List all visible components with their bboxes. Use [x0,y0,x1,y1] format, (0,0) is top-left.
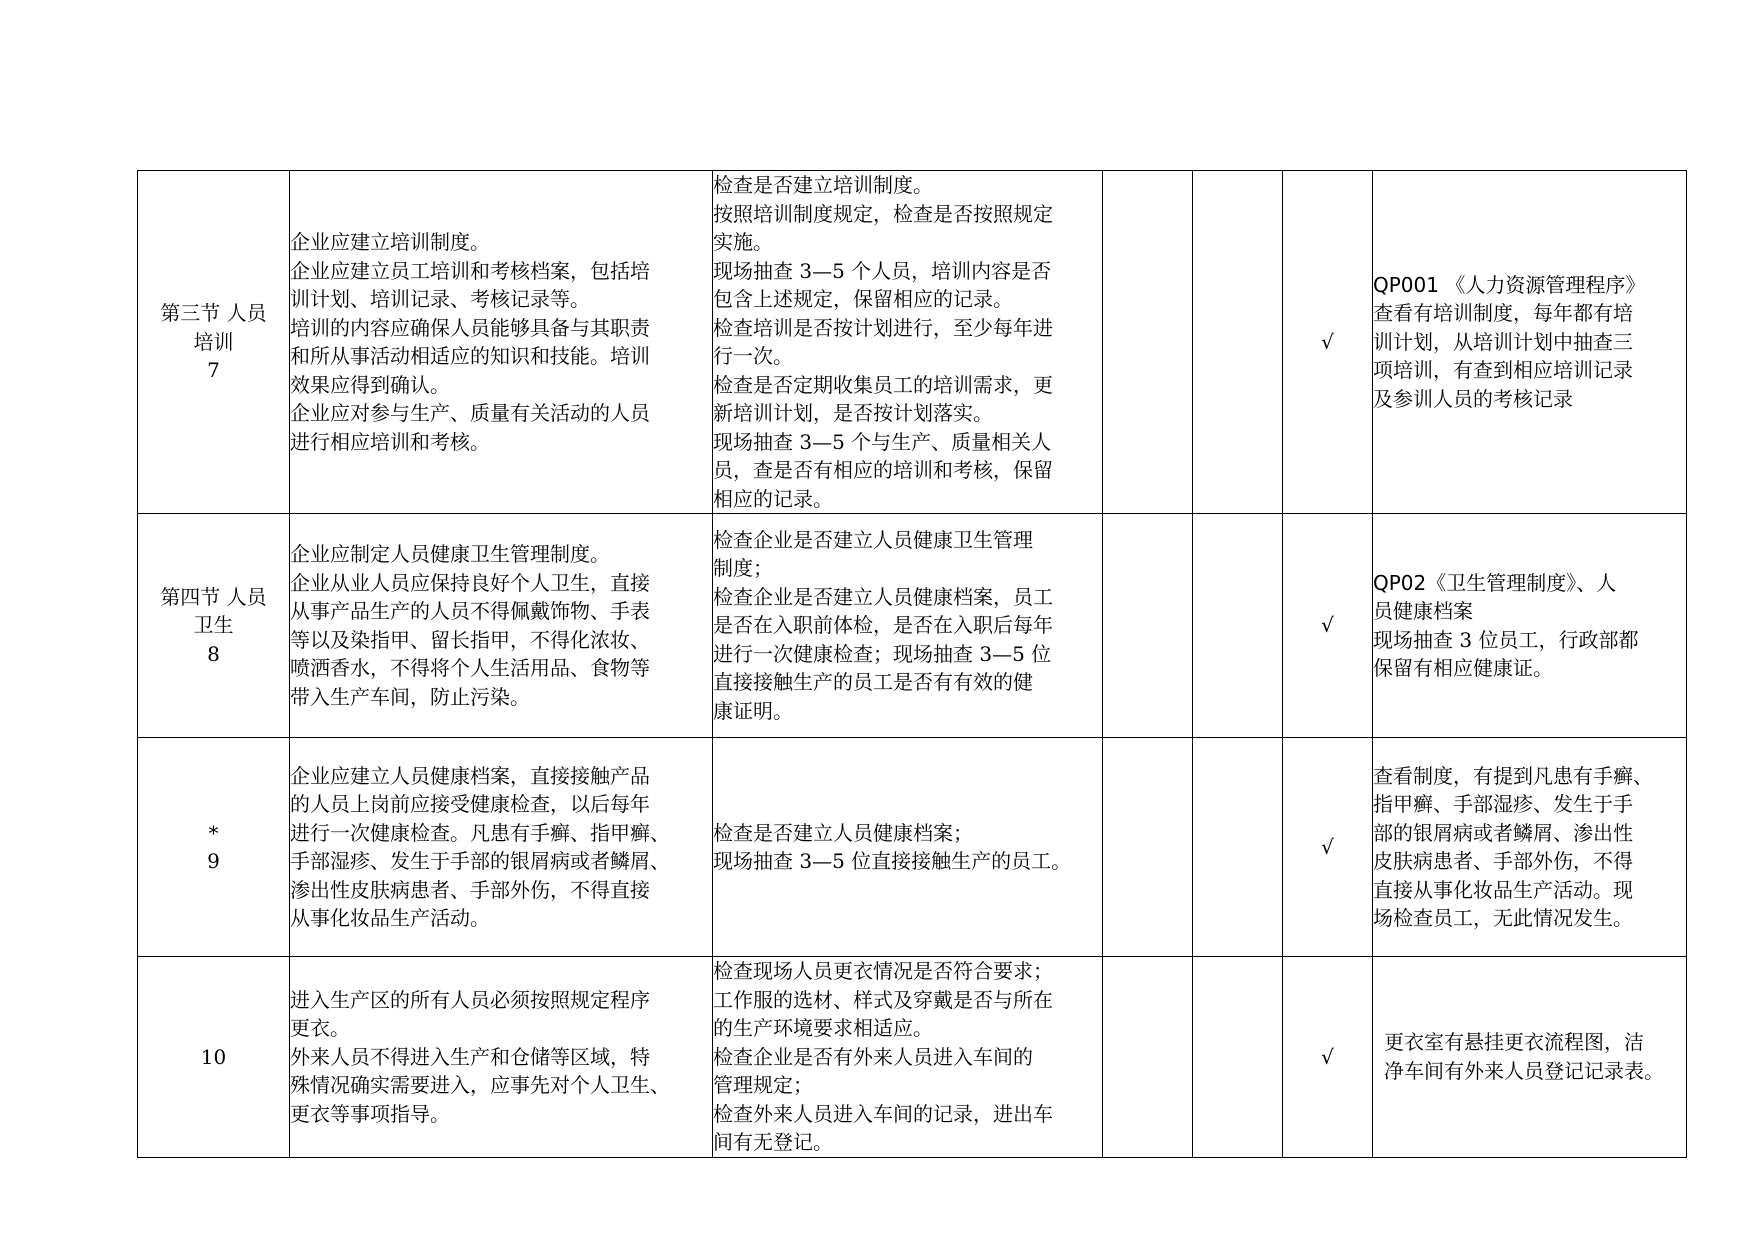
inspection-table [137,170,1687,1158]
empty-cell [1103,738,1193,957]
document-code: QP02 [1373,570,1427,595]
table-row [138,957,1687,1158]
check-mark: √ [1283,738,1373,957]
record-cell: QP02《卫生管理制度》、人 员健康档案 现场抽查 3 位员工，行政部都 保留有相应健康证。 [1373,514,1687,738]
table-row [138,514,1687,738]
section-cell: * 9 [138,738,290,957]
document-code: QP001 [1373,272,1439,297]
section-cell: 10 [138,957,290,1158]
empty-cell [1193,738,1283,957]
record-cell: 查看制度，有提到凡患有手癣、 指甲癣、手部湿疹、发生于手 部的银屑病或者鳞屑、渗出性 皮肤病患者、手部外伤，不得 直接从事化妆品生产活动。现 场检查员工，无此情况发生。 [1373,738,1687,957]
check-mark: √ [1283,514,1373,738]
check-method-cell: 检查企业是否建立人员健康卫生管理 制度； 检查企业是否建立人员健康档案，员工 是否在入职前体检，是否在入职后每年 进行一次健康检查；现场抽查 3—5 位 直接接触生产的员工是否有有效的健 康证明。 [713,514,1103,738]
section-cell: 第三节 人员 培训 7 [138,171,290,514]
empty-cell [1193,514,1283,738]
check-mark: √ [1283,957,1373,1158]
requirement-cell: 进入生产区的所有人员必须按照规定程序 更衣。 外来人员不得进入生产和仓储等区域，特 殊情况确实需要进入，应事先对个人卫生、 更衣等事项指导。 [290,957,713,1158]
requirement-cell: 企业应建立培训制度。 企业应建立员工培训和考核档案，包括培 训计划、培训记录、考核记录等。 培训的内容应确保人员能够具备与其职责 和所从事活动相适应的知识和技能。培训 效果应得到确认。 企业应对参与生产、质量有关活动的人员 进行相应培训和考核。 [290,171,713,514]
section-cell: 第四节 人员 卫生 8 [138,514,290,738]
check-method-cell: 检查是否建立人员健康档案； 现场抽查 3—5 位直接接触生产的员工。 [713,738,1103,957]
requirement-cell: 企业应建立人员健康档案，直接接触产品 的人员上岗前应接受健康检查，以后每年 进行一次健康检查。凡患有手癣、指甲癣、 手部湿疹、发生于手部的银屑病或者鳞屑、 渗出性皮肤病患者、手部外伤，不得直接 从事化妆品生产活动。 [290,738,713,957]
check-method-cell: 检查现场人员更衣情况是否符合要求； 工作服的选材、样式及穿戴是否与所在 的生产环境要求相适应。 检查企业是否有外来人员进入车间的 管理规定； 检查外来人员进入车间的记录，进出车 间有无登记。 [713,957,1103,1158]
empty-cell [1193,171,1283,514]
check-method-cell: 检查是否建立培训制度。 按照培训制度规定，检查是否按照规定 实施。 现场抽查 3—5 个人员，培训内容是否 包含上述规定，保留相应的记录。 检查培训是否按计划进行，至少每年进 行一次。 检查是否定期收集员工的培训需求，更 新培训计划，是否按计划落实。 现场抽查 3—5 个与生产、质量相关人 员，查是否有相应的培训和考核，保留 相应的记录。 [713,171,1103,514]
empty-cell [1103,957,1193,1158]
table-row [138,171,1687,514]
empty-cell [1103,171,1193,514]
requirement-cell: 企业应制定人员健康卫生管理制度。 企业从业人员应保持良好个人卫生，直接 从事产品生产的人员不得佩戴饰物、手表 等以及染指甲、留长指甲，不得化浓妆、 喷洒香水，不得将个人生活用品、食物等 带入生产车间，防止污染。 [290,514,713,738]
check-mark: √ [1283,171,1373,514]
empty-cell [1103,514,1193,738]
record-cell: 更衣室有悬挂更衣流程图，洁 净车间有外来人员登记记录表。 [1373,957,1687,1158]
table-row [138,738,1687,957]
record-cell: QP001 《人力资源管理程序》 查看有培训制度，每年都有培 训计划，从培训计划中抽查三 项培训，有查到相应培训记录 及参训人员的考核记录 [1373,171,1687,514]
empty-cell [1193,957,1283,1158]
